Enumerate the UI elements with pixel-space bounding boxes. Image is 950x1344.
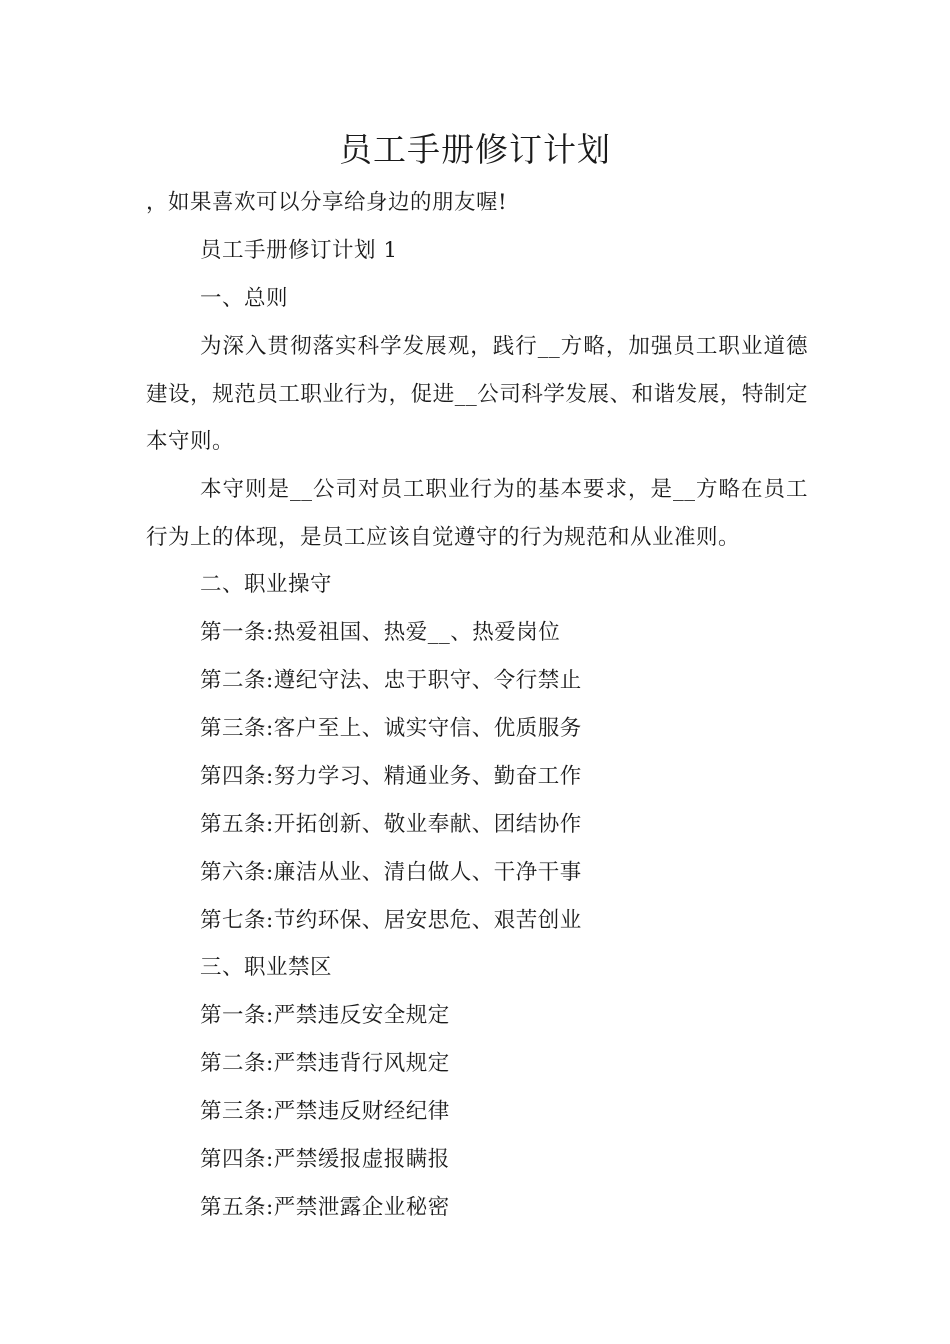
- intro-text: ，如果喜欢可以分享给身边的朋友喔!: [146, 190, 508, 215]
- list-item: 第四条:严禁缓报虚报瞒报: [200, 1147, 450, 1172]
- paragraph-general-2: 本守则是__公司对员工职业行为的基本要求，是__方略在员工行为上的体现，是员工应该自觉遵守的行为规范和从业准则。: [146, 477, 808, 550]
- list-item: 第一条:严禁违反安全规定: [200, 1003, 450, 1028]
- paragraph-general-1: 为深入贯彻落实科学发展观，践行__方略，加强员工职业道德建设，规范员工职业行为，促进__公司科学发展、和谐发展，特制定本守则。: [146, 334, 808, 454]
- list-item: 第二条:遵纪守法、忠于职守、令行禁止: [200, 668, 582, 693]
- list-item: 第三条:客户至上、诚实守信、优质服务: [200, 716, 582, 741]
- list-item: 第五条:开拓创新、敬业奉献、团结协作: [200, 812, 582, 837]
- section-heading-prohibited-zones: 三、职业禁区: [200, 955, 333, 980]
- section-heading-general: 一、总则: [200, 286, 289, 311]
- list-item: 第五条:严禁泄露企业秘密: [200, 1195, 450, 1220]
- section-heading-professional-ethics: 二、职业操守: [200, 572, 333, 597]
- list-item: 第七条:节约环保、居安思危、艰苦创业: [200, 908, 582, 933]
- prohibitions-list: [200, 1001, 450, 1241]
- list-item: 第三条:严禁违反财经纪律: [200, 1099, 450, 1124]
- list-item: 第一条:热爱祖国、热爱__、热爱岗位: [200, 620, 561, 645]
- list-item: 第六条:廉洁从业、清白做人、干净干事: [200, 860, 582, 885]
- document-subtitle: 员工手册修订计划 1: [200, 238, 398, 263]
- list-item: 第二条:严禁违背行风规定: [200, 1051, 450, 1076]
- list-item: 第四条:努力学习、精通业务、勤奋工作: [200, 764, 582, 789]
- ethics-list: [200, 618, 582, 954]
- document-title: 员工手册修订计划: [339, 130, 611, 169]
